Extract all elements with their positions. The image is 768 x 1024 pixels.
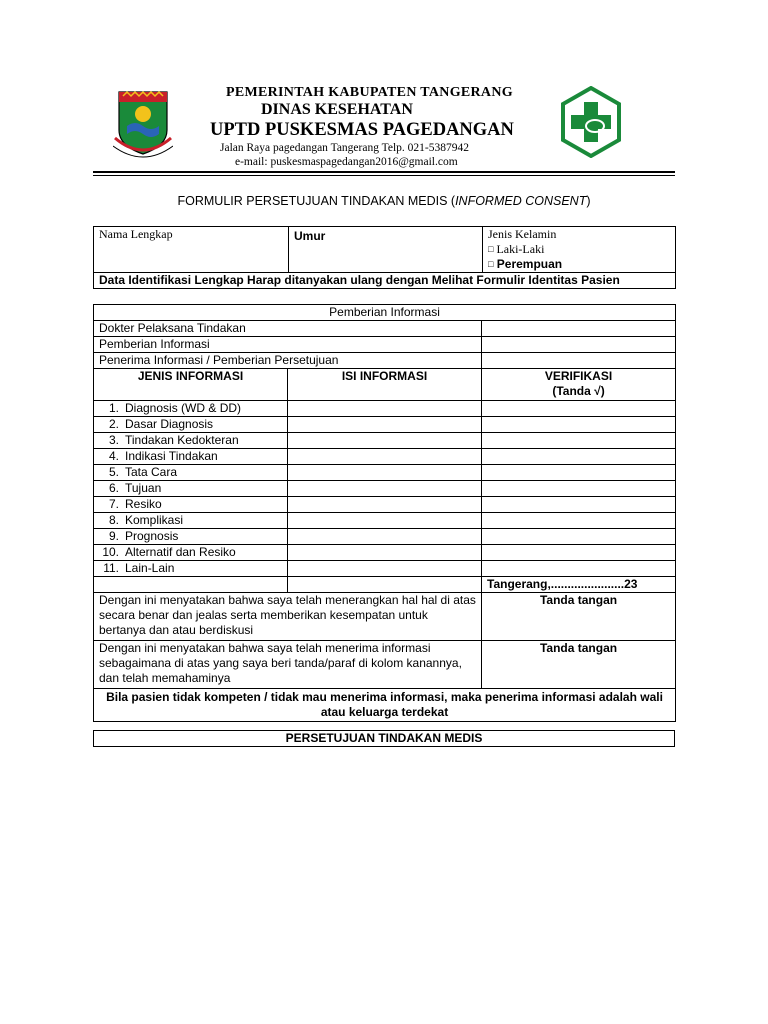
info-item-check[interactable] [482,513,676,529]
puskesmas-logo-icon [559,86,623,158]
info-item: 1. Diagnosis (WD & DD) [94,401,288,417]
place-date[interactable]: Tangerang,......................23 [482,577,676,593]
info-item-check[interactable] [482,417,676,433]
info-item: 3. Tindakan Kedokteran [94,433,288,449]
checkbox-icon: □ [488,259,494,269]
info-item-content[interactable] [288,513,482,529]
info-row-recipient-value[interactable] [482,353,676,369]
department-name: DINAS KESEHATAN [261,101,413,118]
info-item-check[interactable] [482,401,676,417]
gender-option-female[interactable]: □ Perempuan [488,257,563,271]
info-row-recipient: Penerima Informasi / Pemberian Persetujuan [94,353,482,369]
info-row-informer-value[interactable] [482,337,676,353]
form-title-italic: INFORMED CONSENT [455,194,587,208]
info-item-check[interactable] [482,529,676,545]
consent-table [93,730,675,747]
statement-recipient: Dengan ini menyatakan bahwa saya telah menerima informasi sebagaimana di atas yang saya beri tanda/paraf di kolom kanannya, dan telah memahaminya [94,641,482,689]
info-item: 4. Indikasi Tindakan [94,449,288,465]
gender-option-male[interactable]: □ Laki-Laki [488,242,545,256]
letterhead-rule-thin [93,175,675,176]
letterhead [93,80,675,176]
info-item: 10. Alternatif dan Resiko [94,545,288,561]
info-row-doctor-value[interactable] [482,321,676,337]
consent-title: PERSETUJUAN TINDAKAN MEDIS [94,731,675,747]
age-field[interactable]: Umur [289,227,483,273]
facility-name: UPTD PUSKESMAS PAGEDANGAN [210,120,514,140]
info-item-content[interactable] [288,401,482,417]
info-item: 2. Dasar Diagnosis [94,417,288,433]
gender-label: Jenis Kelamin [488,227,557,241]
info-item-check[interactable] [482,561,676,577]
info-item-content[interactable] [288,529,482,545]
facility-email: e-mail: puskesmaspagedangan2016@gmail.com [235,156,458,168]
info-item-content[interactable] [288,545,482,561]
info-item-content[interactable] [288,481,482,497]
blank-cell [288,577,482,593]
info-section-title: Pemberian Informasi [94,305,676,321]
signature-recipient[interactable]: Tanda tangan [482,641,676,689]
letterhead-text [188,84,558,169]
form-title: FORMULIR PERSETUJUAN TINDAKAN MEDIS (INFORMED CONSENT) [177,194,591,208]
statement-informer: Dengan ini menyatakan bahwa saya telah menerangkan hal hal di atas secara benar dan jealas serta memberikan kesempatan untuk bertanya dan atau berdiskusi [94,593,482,641]
info-item: 11. Lain-Lain [94,561,288,577]
info-item-content[interactable] [288,497,482,513]
checkbox-icon: □ [488,244,494,254]
info-item-check[interactable] [482,465,676,481]
info-item-content[interactable] [288,561,482,577]
tangerang-regency-emblem-icon [113,86,173,158]
info-item-check[interactable] [482,481,676,497]
info-item: 9. Prognosis [94,529,288,545]
info-item: 7. Resiko [94,497,288,513]
government-name: PEMERINTAH KABUPATEN TANGERANG [226,85,513,100]
info-item-content[interactable] [288,433,482,449]
header-isi-informasi: ISI INFORMASI [288,369,482,401]
info-item-check[interactable] [482,497,676,513]
identity-note: Data Identifikasi Lengkap Harap ditanyakan ulang dengan Melihat Formulir Identitas Pasien [94,273,676,289]
header-jenis-informasi: JENIS INFORMASI [94,369,288,401]
signature-informer[interactable]: Tanda tangan [482,593,676,641]
patient-identity-table [93,226,676,289]
name-field[interactable]: Nama Lengkap [94,227,289,273]
info-item-check[interactable] [482,545,676,561]
info-item-check[interactable] [482,433,676,449]
info-row-doctor: Dokter Pelaksana Tindakan [94,321,482,337]
info-row-informer: Pemberian Informasi [94,337,482,353]
info-item-content[interactable] [288,449,482,465]
info-item-content[interactable] [288,465,482,481]
info-item: 8. Komplikasi [94,513,288,529]
blank-cell [94,577,288,593]
guardian-footnote: Bila pasien tidak kompeten / tidak mau menerima informasi, maka penerima informasi adalah wali atau keluarga terdekat [94,689,676,722]
header-verifikasi: VERIFIKASI (Tanda √) [482,369,676,401]
gender-field [483,227,676,273]
info-item-check[interactable] [482,449,676,465]
letterhead-rule-thick [93,171,675,173]
information-table [93,304,676,722]
info-item-content[interactable] [288,417,482,433]
info-item: 6. Tujuan [94,481,288,497]
info-item: 5. Tata Cara [94,465,288,481]
facility-address: Jalan Raya pagedangan Tangerang Telp. 021-5387942 [220,142,469,154]
